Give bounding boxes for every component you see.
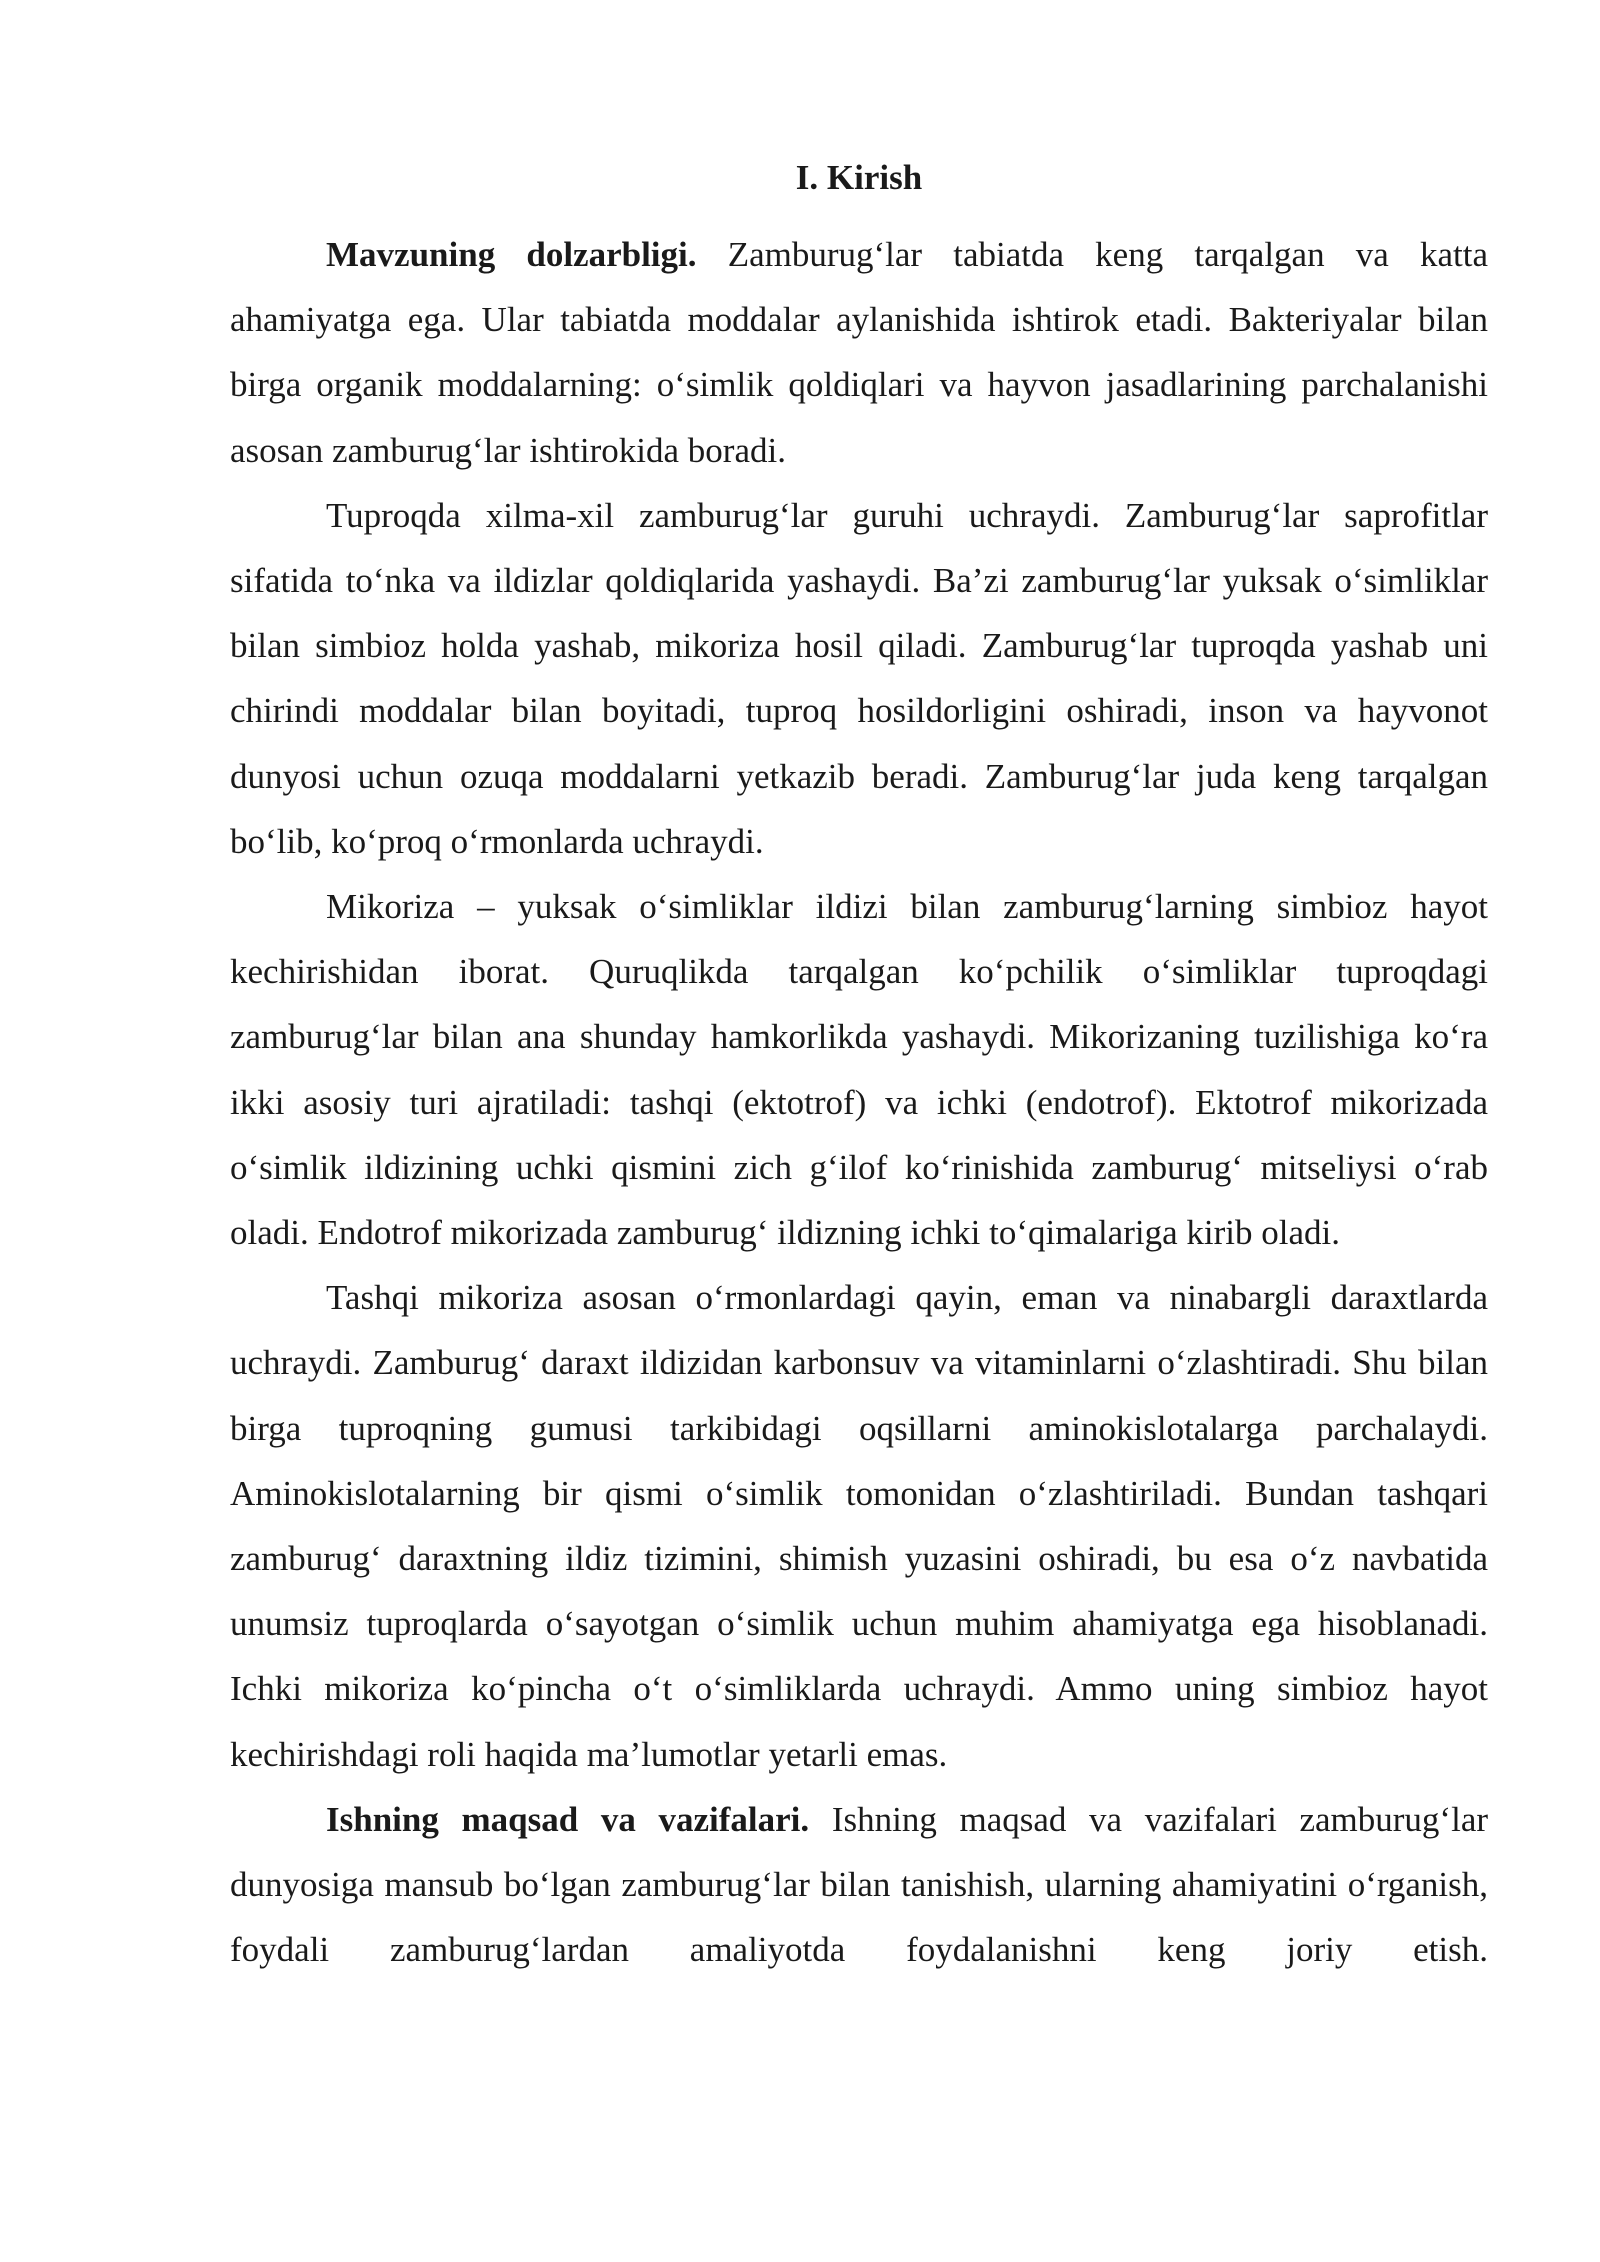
section-title: I. Kirish	[795, 158, 923, 197]
paragraph-relevance	[230, 222, 1488, 483]
paragraph-text: Zamburug‘lar tabiatda keng tarqalgan va katta ahamiyatga ega. Ular tabiatda moddalar aylanishida ishtirok etadi. Bakteriyalar bilan birga organik moddalarning: o‘simlik qoldiqlari va hayvon jasadlarining parchalanishi asosan zamburug‘lar ishtirokida boradi.	[230, 235, 1488, 470]
paragraph-text: Ishning maqsad va vazifalari zamburug‘lar dunyosiga mansub bo‘lgan zamburug‘lar bilan tanishish, ularning ahamiyatini o‘rganish, foydali zamburug‘lardan amaliyotda foydalanishni keng joriy etish.	[230, 1799, 1489, 1970]
paragraph-text: Tuproqda xilma-xil zamburug‘lar guruhi uchraydi. Zamburug‘lar saprofitlar sifatida to‘nka va ildizlar qoldiqlarida yashaydi. Ba’zi zamburug‘lar yuksak o‘simliklar bilan simbioz holda yashab, mikoriza hosil qiladi. Zamburug‘lar tuproqda yashab uni chirindi moddalar bilan boyitadi, tuproq hosildorligini oshiradi, inson va hayvonot dunyosi uchun ozuqa moddalarni yetkazib beradi. Zamburug‘lar juda keng tarqalgan bo‘lib, ko‘proq o‘rmonlarda uchraydi.	[230, 495, 1488, 861]
paragraph-lead: Mavzuning dolzarbligi.	[326, 235, 697, 274]
document-body	[230, 145, 1488, 1982]
paragraph-soil-fungi	[230, 483, 1488, 874]
paragraph-text: Tashqi mikoriza asosan o‘rmonlardagi qayin, eman va ninabargli daraxtlarda uchraydi. Zamburug‘ daraxt ildizidan karbonsuv va vitaminlarni o‘zlashtiradi. Shu bilan birga tuproqning gumusi tarkibidagi oqsillarni aminokislotalarga parchalaydi. Aminokislotalarning bir qismi o‘simlik tomonidan o‘zlashtiriladi. Bundan tashqari zamburug‘ daraxtning ildiz tizimini, shimish yuzasini oshiradi, bu esa o‘z navbatida unumsiz tuproqlarda o‘sayotgan o‘simlik uchun muhim ahamiyatga ega hisoblanadi. Ichki mikoriza ko‘pincha o‘t o‘simliklarda uchraydi. Ammo uning simbioz hayot kechirishdagi roli haqida ma’lumotlar yetarli emas.	[230, 1278, 1488, 1774]
paragraph-goals	[230, 1787, 1488, 1983]
paragraph-text: Mikoriza – yuksak o‘simliklar ildizi bilan zamburug‘larning simbioz hayot kechirishidan iborat. Quruqlikda tarqalgan ko‘pchilik o‘simliklar tuproqdagi zamburug‘lar bilan ana shunday hamkorlikda yashaydi. Mikorizaning tuzilishiga ko‘ra ikki asosiy turi ajratiladi: tashqi (ektotrof) va ichki (endotrof). Ektotrof mikorizada o‘simlik ildizining uchki qismini zich g‘ilof ko‘rinishida zamburug‘ mitseliysi o‘rab oladi. Endotrof mikorizada zamburug‘ ildizning ichki to‘qimalariga kirib oladi.	[230, 887, 1488, 1253]
paragraph-mycorrhiza	[230, 874, 1488, 1265]
paragraph-lead: Ishning maqsad va vazifalari.	[326, 1799, 810, 1839]
paragraph-external-mycorrhiza	[230, 1265, 1488, 1787]
